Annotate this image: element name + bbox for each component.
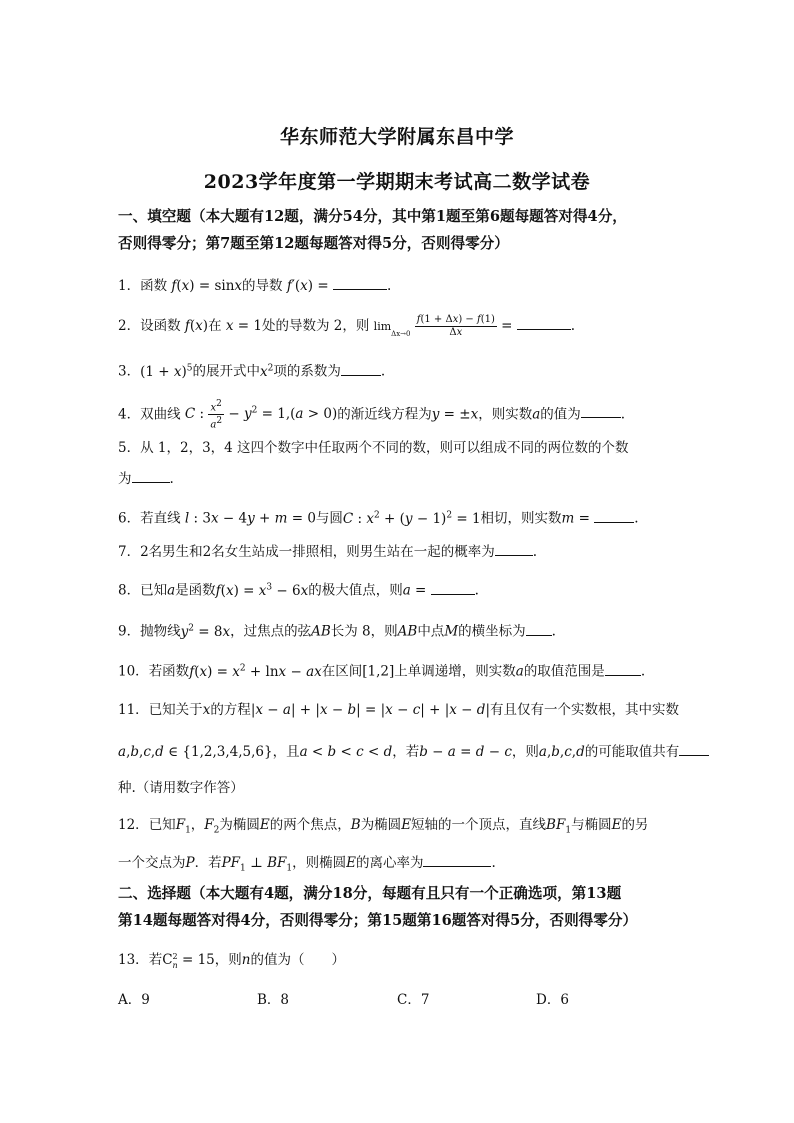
q2-point: x = 1	[225, 318, 262, 334]
q13-combination: C 2 n = 15	[162, 951, 215, 970]
q6-line: l : 3x − 4y + m = 0	[184, 510, 316, 527]
q3-binomial: $(1 + x)^5$	[140, 363, 193, 380]
question-8	[118, 577, 688, 601]
school-title: 华东师范大学附属东昌中学	[279, 126, 514, 148]
q6-blank[interactable]	[594, 508, 634, 523]
q12-e4: E	[346, 855, 356, 871]
q6-number: 6．	[118, 510, 141, 527]
section2-heading-line2: 第14题每题答对得4分，否则得零分；第15题第16题答对得5分，否则得零分）	[118, 912, 638, 929]
q7-blank[interactable]	[495, 541, 533, 556]
q11-order: a < b < c < d	[299, 744, 393, 760]
question-6	[118, 505, 688, 529]
q10-period: .	[640, 663, 646, 680]
section1-heading-line1: 一、填空题（本大题有12题，满分54分，其中第1题至第6题每题答对得4分，	[118, 208, 627, 225]
q9-text-mid2: 长为 8，则	[330, 623, 398, 640]
q12-period: .	[491, 855, 496, 871]
q1-text-mid: 的导数	[242, 278, 283, 294]
q11-equation: |x − a| + |x − b| = |x − c| + |x − d|	[250, 702, 490, 718]
q6-text-mid2: 相切，则实数	[480, 510, 562, 527]
question-11-line3	[118, 778, 688, 798]
q13-number: 13．	[118, 952, 149, 968]
question-1	[118, 275, 688, 296]
q9-period: .	[551, 623, 556, 640]
q4-var: a	[532, 406, 541, 423]
q12-text-mid4: 为椭圆	[360, 817, 402, 833]
q10-number: 10．	[118, 663, 149, 680]
q8-text-mid2: 的极大值点，则	[308, 582, 403, 599]
q10-text-mid3: 的取值范围是	[523, 663, 605, 680]
question-10	[118, 658, 688, 682]
q13-text-mid: ，则	[214, 952, 242, 968]
q2-text-mid2: 处的导数为 2，则	[261, 318, 370, 334]
q11-line2-mid2: ，若	[392, 744, 420, 760]
q8-func: $f(x) = x^3 - 6x$	[215, 582, 309, 599]
q10-text-mid: 在区间	[321, 663, 363, 680]
question-7	[118, 541, 688, 562]
q11-blank[interactable]	[679, 741, 709, 756]
question-12-line2	[118, 852, 688, 879]
q8-period: .	[474, 582, 479, 599]
q12-line2-mid3: 的离心率为	[355, 855, 424, 871]
question-5-line2	[118, 468, 688, 489]
q10-var: a	[515, 663, 524, 680]
question-4	[118, 398, 688, 432]
q9-chord2: AB	[397, 623, 418, 640]
q11-number: 11．	[118, 702, 149, 718]
q9-chord: AB	[311, 623, 331, 640]
q4-text-mid2: ，则实数	[478, 406, 533, 423]
q13-text-pre: 若	[148, 952, 163, 968]
q7-period: .	[532, 544, 538, 560]
q5-number: 5．	[118, 440, 141, 456]
q12-f2: $F_2$	[204, 817, 220, 836]
q10-func: $f(x) = x^2 + \ln x$ − ax	[189, 663, 322, 680]
q1-number: 1．	[118, 278, 141, 294]
question-13	[118, 950, 688, 970]
q8-text-pre: 已知	[140, 582, 168, 599]
q9-text-mid: ，过焦点的弦	[230, 623, 312, 640]
q5-line2-pre: 为	[118, 471, 132, 487]
q11-text-mid: 的方程	[210, 702, 251, 718]
q1-text-pre: 函数	[140, 278, 168, 294]
q5-period: .	[169, 471, 174, 487]
q9-text-mid4: 的横坐标为	[458, 623, 526, 640]
section1-heading	[118, 203, 688, 257]
q11-var: x	[202, 702, 211, 718]
question-9	[118, 618, 688, 642]
q13-var: n	[241, 952, 251, 968]
q2-number: 2．	[118, 318, 141, 334]
q4-text-pre: 双曲线	[140, 406, 181, 423]
q2-limit: $\lim_{\Delta x\to 0}$	[373, 320, 411, 338]
q3-term: $x^2$	[259, 363, 274, 380]
q10-blank[interactable]	[605, 661, 641, 676]
question-5	[118, 438, 688, 458]
q13-option-b[interactable]: B．8	[257, 992, 290, 1008]
q4-text-mid: 的渐近线方程为	[337, 406, 432, 423]
q10-text-pre: 若函数	[148, 663, 190, 680]
q11-tuple: a,b,c,d	[538, 744, 585, 760]
section2-heading-line1: 二、选择题（本大题有4题，满分18分，每题有且只有一个正确选项，第13题	[118, 885, 622, 902]
q10-text-mid2: 上单调递增，则实数	[394, 663, 516, 680]
q11-line2-mid: ，且	[272, 744, 300, 760]
q8-text-mid: 是函数	[175, 582, 216, 599]
q12-line2-mid: ．若	[194, 855, 222, 871]
q8-var2: a =	[402, 582, 431, 599]
q12-text-pre: 已知	[148, 817, 176, 833]
q2-text-mid: 在	[208, 318, 222, 334]
q3-number: 3．	[118, 363, 141, 380]
q1-derivative: f′(x) =	[286, 278, 333, 294]
q3-text-mid2: 项的系数为	[273, 363, 341, 380]
q6-period: .	[634, 510, 639, 527]
q11-line2-mid3: ，则	[511, 744, 539, 760]
q9-parabola: $y^2 = 8x$	[180, 623, 231, 640]
q8-var: a	[167, 582, 176, 599]
q11-line2-mid4: 的可能取值共有	[584, 744, 680, 760]
q3-period: .	[380, 363, 386, 380]
q7-text: 2名男生和2名女生站成一排照相，则男生站在一起的概率为	[140, 544, 495, 560]
q3-blank[interactable]	[341, 361, 381, 376]
q12-text-mid2: 为椭圆	[219, 817, 260, 833]
q2-period: .	[570, 318, 576, 334]
q12-perp: $PF_1$ ⊥ $BF_1$	[221, 855, 293, 874]
q12-text-mid6: 与椭圆	[571, 817, 612, 833]
q9-text-mid3: 中点	[417, 623, 445, 640]
q12-e2: E	[401, 817, 412, 833]
q12-e3: E	[611, 817, 622, 833]
q12-p: P	[185, 855, 195, 871]
q9-number: 9．	[118, 623, 141, 640]
q12-f1: $F_1$	[175, 817, 191, 836]
q13-option-a[interactable]: A．9	[118, 992, 150, 1008]
q7-number: 7．	[118, 544, 141, 560]
q1-formula-rest: (x) = sinx	[176, 278, 243, 294]
q11-cond: b − a = d − c	[419, 744, 512, 760]
q12-line2-mid2: ，则椭圆	[292, 855, 347, 871]
q12-number: 12．	[118, 817, 149, 833]
q11-line3: 种.（请用数字作答）	[118, 780, 244, 796]
q12-bf1: $BF_1$	[546, 817, 572, 836]
q2-func: f(x)	[184, 318, 209, 334]
exam-title: 2023学年度第一学期期末考试高二数学试卷	[203, 171, 591, 193]
q13-option-d[interactable]: D．6	[536, 992, 569, 1008]
q8-blank[interactable]	[431, 580, 475, 595]
q9-text-pre: 抛物线	[140, 623, 181, 640]
q4-text-mid3: 的值为	[540, 406, 581, 423]
q12-b: B	[350, 817, 361, 833]
q12-e: E	[259, 817, 270, 833]
q6-var: m =	[561, 510, 595, 527]
q12-line2-pre: 一个交点为	[118, 855, 186, 871]
q9-point: M	[444, 623, 459, 640]
question-2: 2．设函数 f(x)在 x = 1处的导数为 2，则 $\lim_{\Delta x\to 0}$ $\frac{f(1 + \Delta x) - f(1)}{\Delta x}$ = .	[118, 314, 576, 338]
q2-text-pre: 设函数	[140, 318, 181, 334]
q1-period: .	[386, 278, 392, 294]
q4-period: .	[620, 406, 626, 423]
q13-text-mid2: 的值为（ ）	[250, 952, 345, 968]
q12-text-mid3: 的两个焦点，	[269, 817, 351, 833]
q2-fraction: $\frac{f(1 + \Delta x) - f(1)}{\Delta x}$	[416, 314, 495, 338]
question-11-line2	[118, 741, 688, 762]
q12-blank[interactable]	[423, 852, 491, 867]
q1-blank[interactable]	[333, 275, 387, 290]
q11-set: a,b,c,d ∈ {1,2,3,4,5,6}	[118, 744, 273, 760]
q8-number: 8．	[118, 582, 141, 599]
q2-blank[interactable]	[517, 315, 571, 330]
question-3	[118, 358, 688, 382]
question-11	[118, 700, 688, 720]
q11-text-mid2: 有且仅有一个实数根，其中实数	[490, 702, 679, 718]
q13-option-c[interactable]: C．7	[397, 992, 430, 1008]
section2-heading	[118, 880, 688, 934]
q10-interval: [1,2]	[362, 663, 395, 680]
section1-heading-line2: 否则得零分；第7题至第12题每题答对得5分，否则得零分）	[118, 235, 509, 252]
q11-text-pre: 已知关于	[148, 702, 203, 718]
q6-text-pre: 若直线	[140, 510, 181, 527]
q4-equation: C : $\frac{x^2}{a^2}$ − $y^2 = 1,(a > 0)$	[184, 399, 338, 431]
q5-line1: 从 1，2，3，4 这四个数字中任取两个不同的数，则可以组成不同的两位数的个数	[140, 440, 629, 456]
q4-blank[interactable]	[581, 403, 621, 418]
q1-formula: f	[171, 278, 177, 294]
q4-asymptote: y = ±x	[431, 406, 479, 423]
q12-text-mid5: 短轴的一个顶点，直线	[411, 817, 547, 833]
q5-blank[interactable]	[132, 468, 170, 483]
question-12	[118, 815, 688, 841]
q12-text-mid7: 的另	[621, 817, 649, 833]
q6-text-mid: 与圆	[315, 510, 343, 527]
q9-blank[interactable]	[526, 621, 552, 636]
q4-number: 4．	[118, 406, 141, 423]
q3-text-mid: 的展开式中	[192, 363, 260, 380]
q12-text-mid: ，	[190, 817, 205, 833]
q6-circle: C : $x^2 + (y - 1)^2 = 1$	[342, 510, 481, 527]
